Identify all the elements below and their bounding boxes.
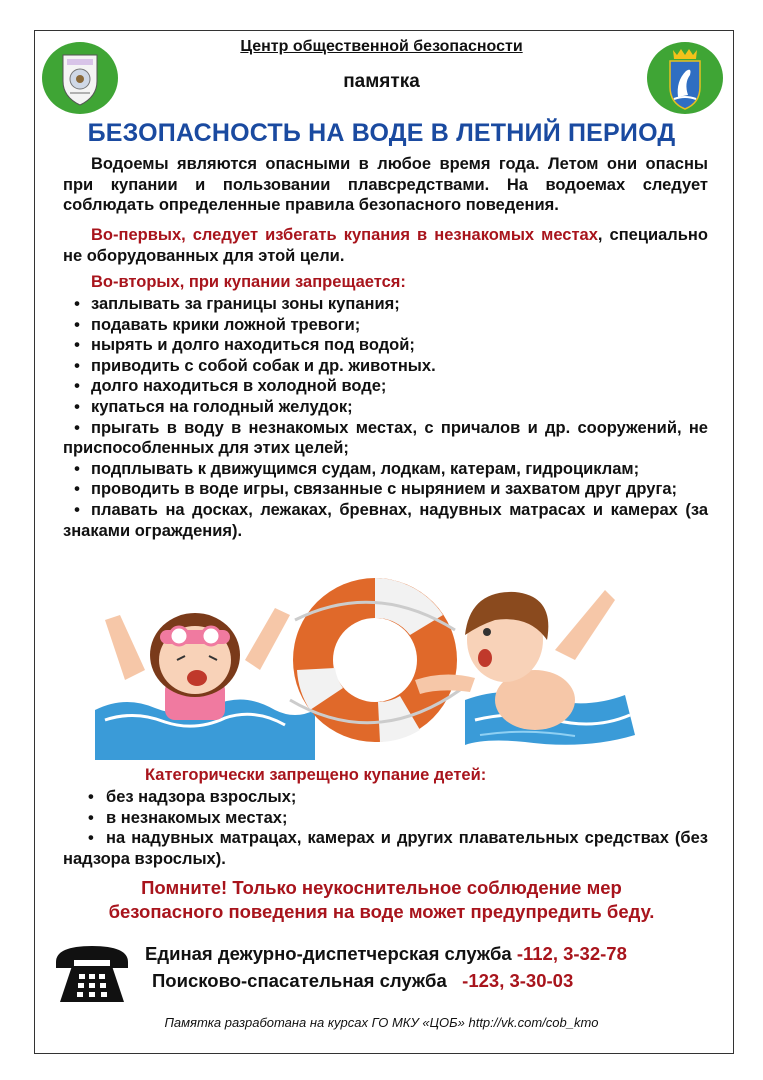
list-item: • проводить в воде игры, связанные с нырянием и захватом друг друга; xyxy=(63,479,708,500)
bullet-icon: • xyxy=(74,295,80,313)
bullet-icon: • xyxy=(74,418,80,437)
list-item: • в незнакомых местах; xyxy=(88,808,288,827)
list-item: • без надзора взрослых; xyxy=(88,788,297,806)
children-rules-list xyxy=(63,787,708,869)
memo-label: памятка xyxy=(343,71,420,92)
second-rule-heading: Во-вторых, при купании запрещается: xyxy=(91,273,406,291)
bullet-icon: • xyxy=(74,336,80,355)
bullet-icon: • xyxy=(74,480,80,499)
list-item: • долго находиться в холодной воде; xyxy=(63,376,708,397)
list-item: • нырять и долго находиться под водой; xyxy=(63,335,708,356)
bullet-icon: • xyxy=(74,377,80,396)
list-item: • на надувных матрацах, камерах и других плавательных средствах (без надзора взрослых). xyxy=(63,829,708,868)
drowning-children-illustration xyxy=(85,560,645,760)
list-item: • заплывать за границы зоны купания; xyxy=(63,294,708,315)
bullet-icon: • xyxy=(74,315,80,334)
warning-line: безопасного поведения на воде может предупредить беду. xyxy=(108,901,655,922)
children-rules-heading: Категорически запрещено купание детей: xyxy=(145,766,487,784)
telephone-icon xyxy=(52,940,132,1004)
bullet-icon: • xyxy=(74,356,80,375)
bullet-icon: • xyxy=(74,397,80,416)
prohibited-list xyxy=(63,294,708,541)
footer-credit: Памятка разработана на курсах ГО МКУ «ЦОБ» http://vk.com/cob_kmo xyxy=(164,1015,599,1030)
bullet-icon: • xyxy=(74,500,80,519)
page-title: БЕЗОПАСНОСТЬ НА ВОДЕ В ЛЕТНИЙ ПЕРИОД xyxy=(87,119,676,147)
dispatch-service-contact: Единая дежурно-диспетчерская служба -112, 3-32-78 xyxy=(145,943,627,964)
list-item: • подплывать к движущимся судам, лодкам, катерам, гидроциклам; xyxy=(63,459,708,480)
list-item: • приводить с собой собак и др. животных. xyxy=(63,356,708,377)
first-rule-rest: , специально не оборудованных для этой цели. xyxy=(63,226,708,265)
rescue-service-contact: Поисково-спасательная служба -123, 3-30-03 xyxy=(152,970,574,991)
phone-number: -123, 3-30-03 xyxy=(462,970,574,991)
organization-name: Центр общественной безопасности xyxy=(240,38,523,55)
bullet-icon: • xyxy=(88,829,94,848)
warning-message xyxy=(0,876,763,924)
bullet-icon: • xyxy=(88,808,94,827)
first-rule-paragraph xyxy=(63,225,708,266)
list-item: • прыгать в воду в незнакомых местах, с причалов и др. сооружений, не приспособленных для этих целей; xyxy=(63,418,708,458)
list-item: • подавать крики ложной тревоги; xyxy=(63,315,708,336)
bullet-icon: • xyxy=(74,459,80,478)
bullet-icon: • xyxy=(88,788,94,806)
intro-paragraph: Водоемы являются опасными в любое время года. Летом они опасны при купании и пользовании плавсредствами. На водоемах следует соблюдать определенные правила безопасного поведения. xyxy=(63,155,708,215)
list-item: • плавать на досках, лежаках, бревнах, надувных матрасах и камерах (за знаками ограждения). xyxy=(63,500,708,540)
phone-number: -112, 3-32-78 xyxy=(516,943,627,964)
first-rule-highlight: Во-первых, следует избегать купания в незнакомых местах xyxy=(91,226,598,244)
warning-line: Помните! Только неукоснительное соблюдение мер xyxy=(141,877,622,898)
list-item: • купаться на голодный желудок; xyxy=(63,397,708,418)
